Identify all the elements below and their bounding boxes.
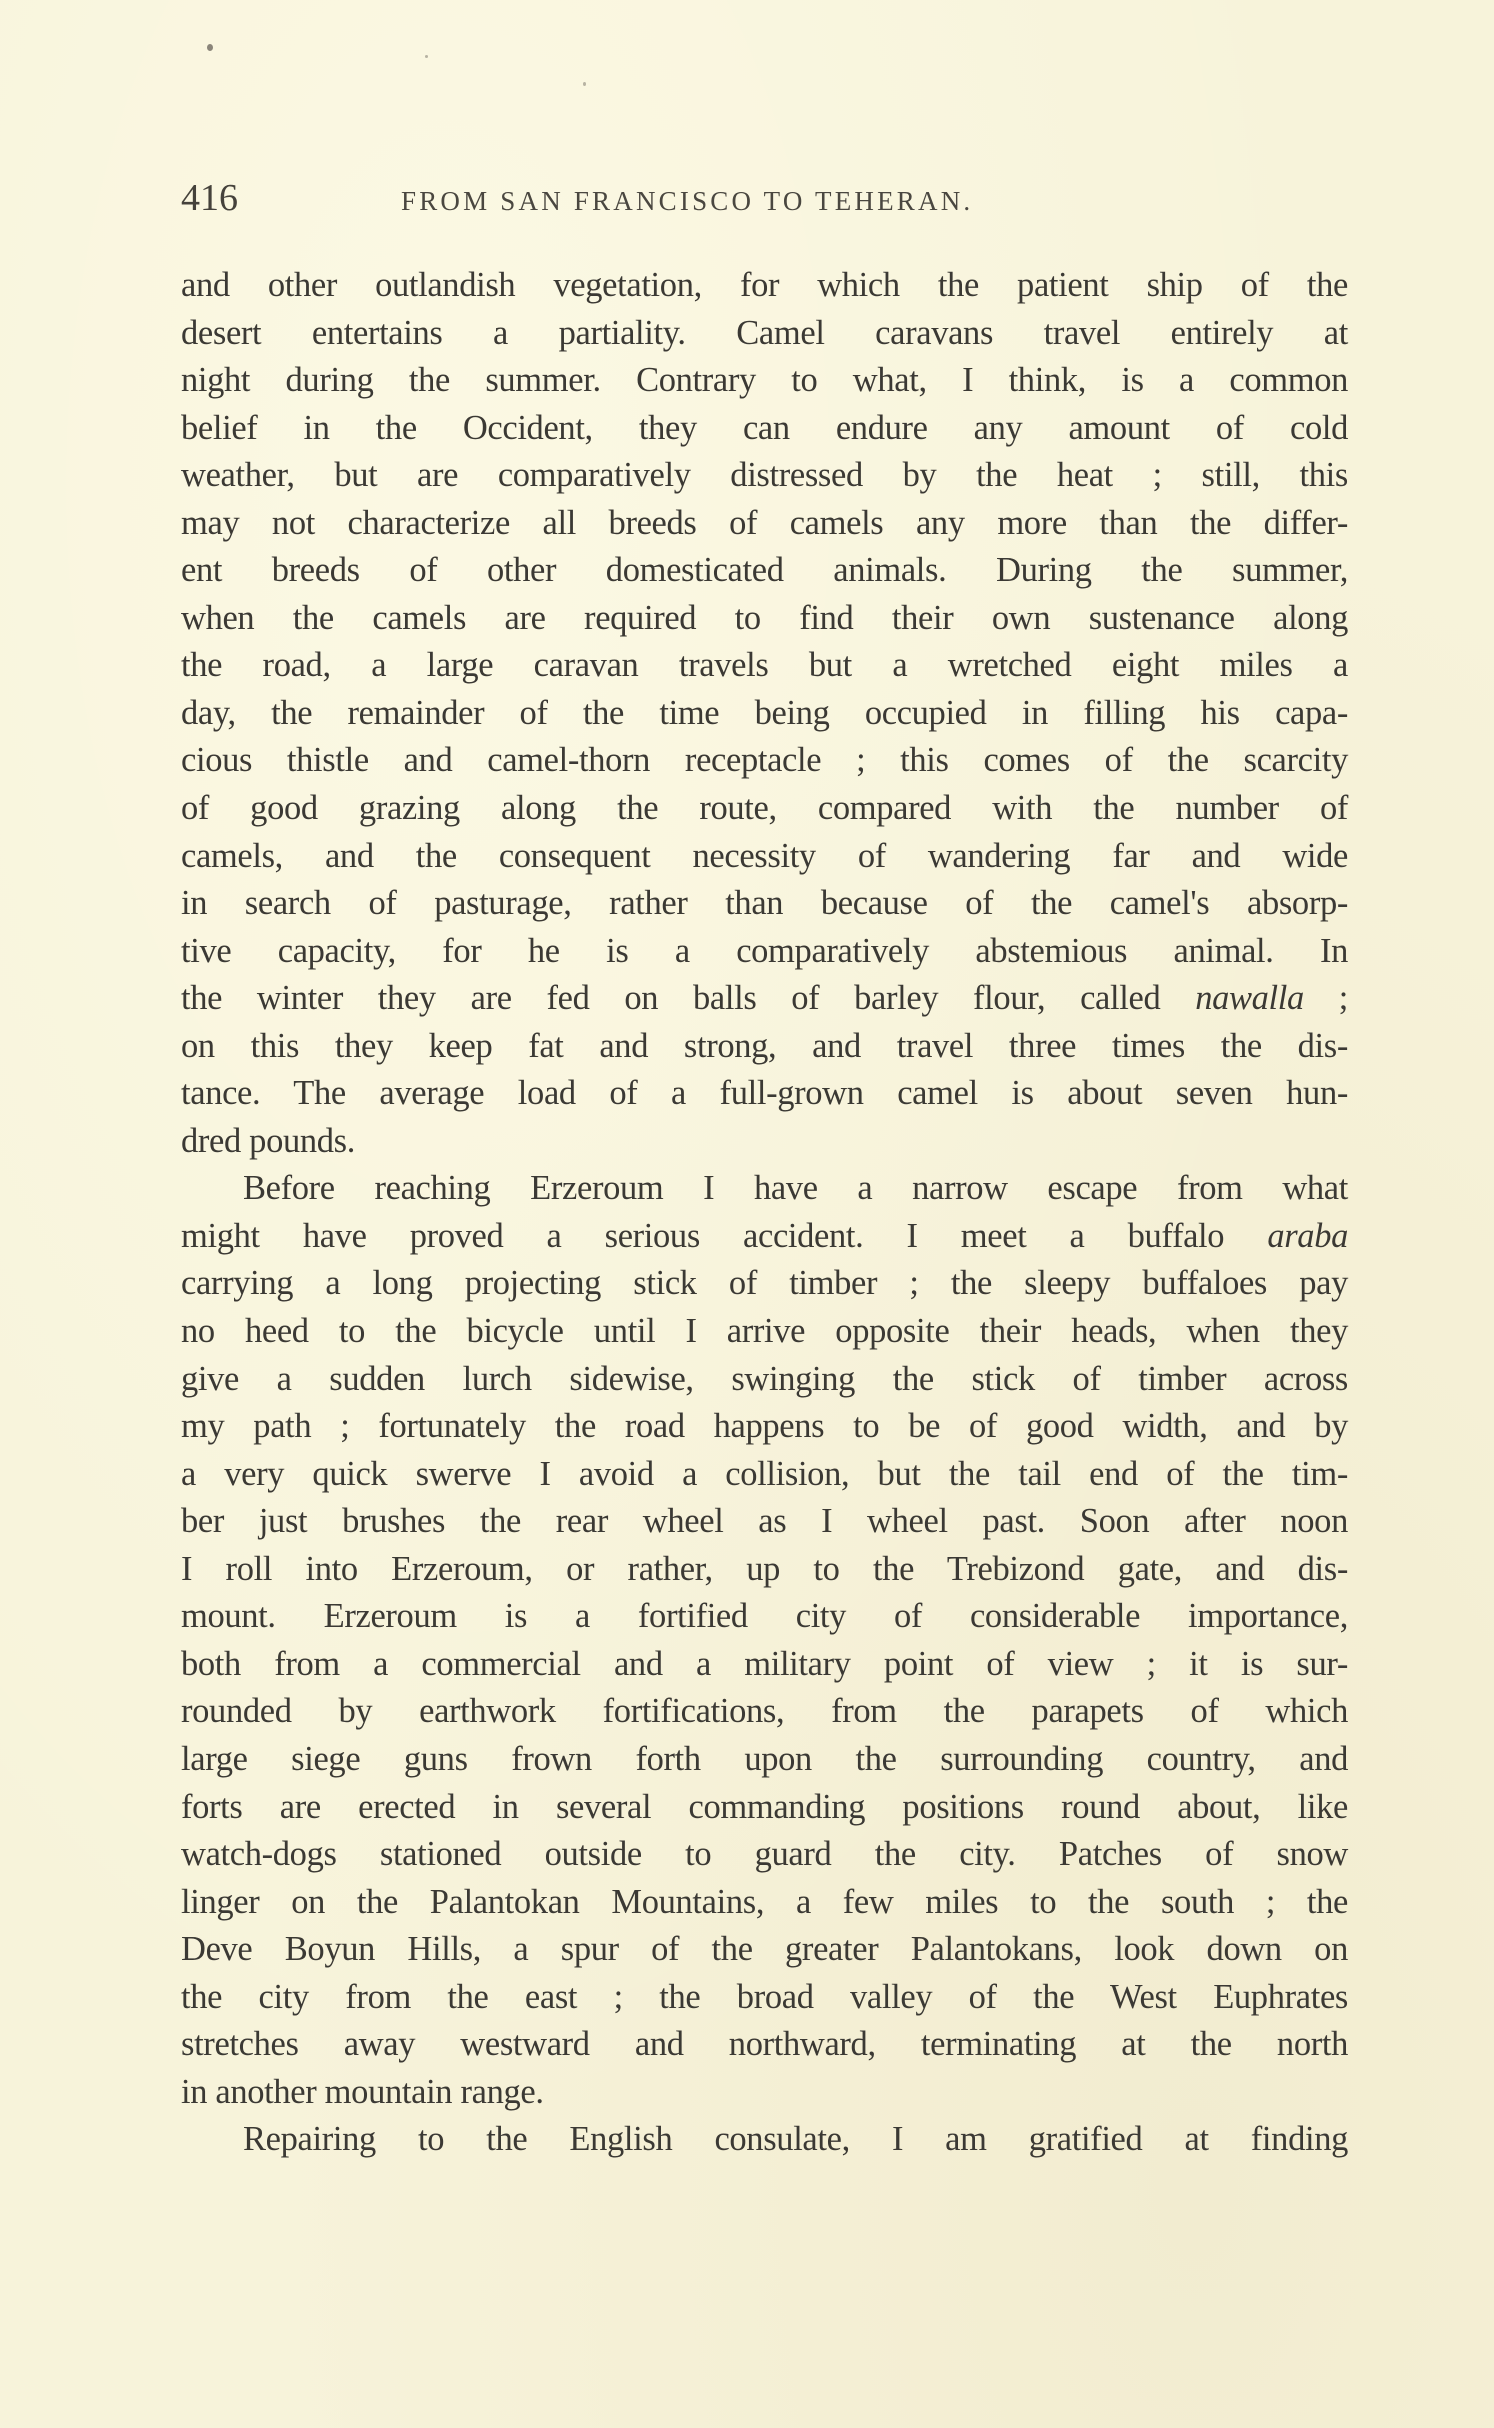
text-line <box>181 1118 1348 1166</box>
paper-speck <box>583 82 586 86</box>
text-line <box>181 1641 1348 1689</box>
text-line <box>181 1593 1348 1641</box>
line-text: tance. The average load of a full-grown camel is about seven hun- <box>181 1074 1348 1113</box>
line-text: ent breeds of other domesticated animals. During the summer, <box>181 551 1348 590</box>
line-text: stretches away westward and northward, terminating at the north <box>181 2025 1348 2064</box>
line-text: linger on the Palantokan Mountains, a few miles to the south ; the <box>181 1882 1348 1921</box>
line-text: on this they keep fat and strong, and travel three times the dis- <box>181 1026 1348 1065</box>
text-line <box>181 1831 1348 1879</box>
text-line <box>181 928 1348 976</box>
text-line <box>181 452 1348 500</box>
text-line <box>181 310 1348 358</box>
line-text: belief in the Occident, they can endure any amount of cold <box>181 408 1348 447</box>
text-line <box>181 547 1348 595</box>
line-text: of good grazing along the route, compared with the number of <box>181 789 1348 828</box>
text-line <box>181 1403 1348 1451</box>
line-text: dred pounds. <box>181 1121 356 1160</box>
text-line <box>181 1688 1348 1736</box>
line-text: Before reaching Erzeroum I have a narrow escape from what <box>243 1169 1348 1208</box>
line-text: Deve Boyun Hills, a spur of the greater Palantokans, look down on <box>181 1930 1348 1969</box>
line-text: and other outlandish vegetation, for which the patient ship of the <box>181 266 1348 304</box>
text-line <box>181 2069 1348 2117</box>
line-text: large siege guns frown forth upon the surrounding country, and <box>181 1739 1348 1778</box>
text-line <box>181 737 1348 785</box>
line-text: camels, and the consequent necessity of wandering far and wide <box>181 836 1348 875</box>
line-text: might have proved a serious accident. I meet a buffalo <box>181 1216 1268 1255</box>
paragraph-first-line <box>181 2116 1348 2164</box>
line-text: I roll into Erzeroum, or rather, up to the Trebizond gate, and dis- <box>181 1549 1348 1588</box>
text-line <box>181 357 1348 405</box>
line-text: watch-dogs stationed outside to guard the city. Patches of snow <box>181 1835 1348 1874</box>
text-line <box>181 1498 1348 1546</box>
italic-term: araba <box>1267 1216 1348 1255</box>
page-number: 416 <box>181 177 238 219</box>
text-line <box>181 1974 1348 2022</box>
text-line <box>181 1736 1348 1784</box>
line-text: in search of pasturage, rather than because of the camel's absorp- <box>181 884 1348 923</box>
text-line <box>181 1926 1348 1974</box>
line-text-after: ; <box>1303 979 1348 1018</box>
text-line <box>181 690 1348 738</box>
text-line <box>181 1451 1348 1499</box>
text-line <box>181 1023 1348 1071</box>
line-text: the city from the east ; the broad valley of the West Euphrates <box>181 1977 1348 2016</box>
body-text <box>181 262 1348 2164</box>
text-line <box>181 500 1348 548</box>
line-text: a very quick swerve I avoid a collision, but the tail end of the tim- <box>181 1454 1348 1493</box>
line-text: tive capacity, for he is a comparatively abstemious animal. In <box>181 931 1348 970</box>
line-text: rounded by earthwork fortifications, from the parapets of which <box>181 1692 1348 1731</box>
line-text: the winter they are fed on balls of barley flour, called <box>181 979 1196 1018</box>
text-line <box>181 1213 1348 1261</box>
text-line <box>181 262 1348 310</box>
text-line <box>181 880 1348 928</box>
line-text: both from a commercial and a military point of view ; it is sur- <box>181 1644 1348 1683</box>
paper-speck <box>425 55 428 58</box>
text-line <box>181 595 1348 643</box>
line-text: desert entertains a partiality. Camel caravans travel entirely at <box>181 313 1348 352</box>
line-text: forts are erected in several commanding positions round about, like <box>181 1787 1348 1826</box>
line-text: Repairing to the English consulate, I am gratified at finding <box>243 2120 1348 2159</box>
italic-term: nawalla <box>1195 979 1304 1018</box>
line-text: night during the summer. Contrary to what, I think, is a common <box>181 361 1348 400</box>
text-line <box>181 1356 1348 1404</box>
text-line <box>181 1308 1348 1356</box>
running-head <box>181 176 1181 220</box>
paragraph-first-line <box>181 1165 1348 1213</box>
text-line <box>181 1879 1348 1927</box>
line-text: weather, but are comparatively distressed by the heat ; still, this <box>181 456 1348 495</box>
line-text: in another mountain range. <box>181 2072 544 2111</box>
line-text: the road, a large caravan travels but a wretched eight miles a <box>181 646 1348 685</box>
line-text: carrying a long projecting stick of timber ; the sleepy buffaloes pay <box>181 1264 1348 1303</box>
line-text: cious thistle and camel-thorn receptacle ; this comes of the scarcity <box>181 741 1348 780</box>
text-line <box>181 1784 1348 1832</box>
line-text: when the camels are required to find their own sustenance along <box>181 598 1348 637</box>
text-line <box>181 642 1348 690</box>
text-line <box>181 405 1348 453</box>
line-text: give a sudden lurch sidewise, swinging the stick of timber across <box>181 1359 1348 1398</box>
text-line <box>181 785 1348 833</box>
text-line <box>181 1070 1348 1118</box>
paper-speck <box>207 44 213 51</box>
line-text: day, the remainder of the time being occupied in filling his capa- <box>181 693 1348 732</box>
text-line <box>181 1546 1348 1594</box>
line-text: may not characterize all breeds of camels any more than the differ- <box>181 503 1348 542</box>
running-title: FROM SAN FRANCISCO TO TEHERAN. <box>401 186 974 216</box>
text-line <box>181 833 1348 881</box>
line-text: my path ; fortunately the road happens to be of good width, and by <box>181 1407 1348 1446</box>
line-text: ber just brushes the rear wheel as I wheel past. Soon after noon <box>181 1502 1348 1541</box>
line-text: no heed to the bicycle until I arrive opposite their heads, when they <box>181 1312 1348 1351</box>
text-line <box>181 2021 1348 2069</box>
text-line <box>181 975 1348 1023</box>
text-line <box>181 1260 1348 1308</box>
line-text: mount. Erzeroum is a fortified city of considerable importance, <box>181 1597 1348 1636</box>
